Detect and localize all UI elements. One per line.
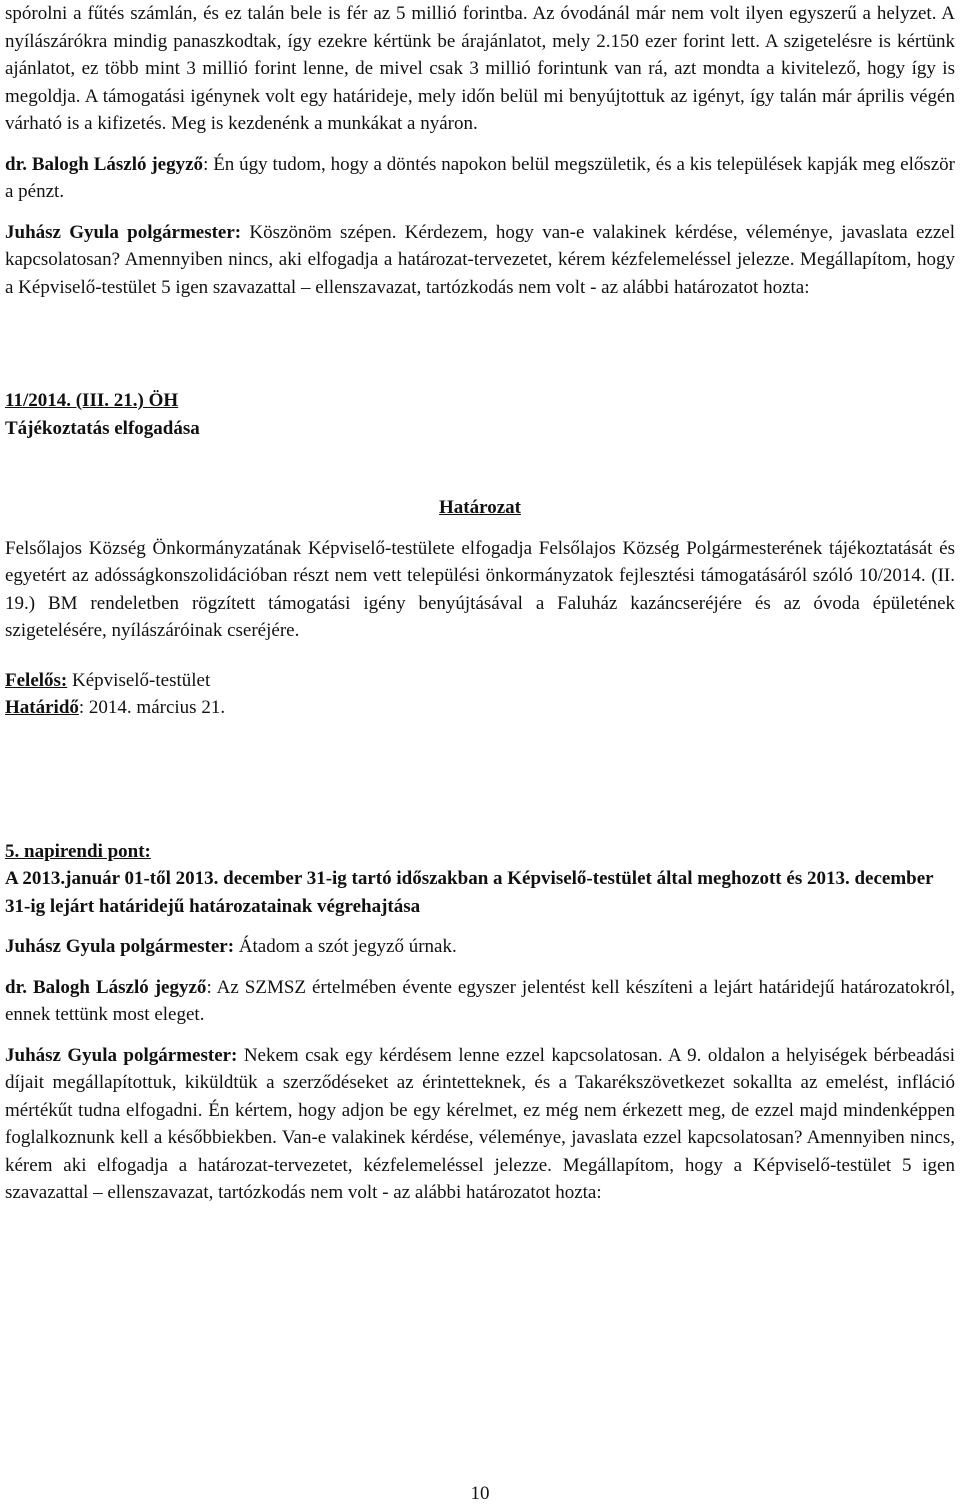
speaker-mayor: Juhász Gyula polgármester: [5, 1044, 238, 1066]
statement-text: Köszönöm szépen. Kérdezem, hogy van-e valakinek kérdése, véleménye, javaslata ezzel kapcsolatosan? Amennyiben nincs, aki elfogadja a határozat-tervezetet, kérem kézfelemeléssel jelezze. Megállapítom, hogy a Képviselő-testület 5 igen szavazattal – ellenszavazat, tartózkodás nem volt - az alábbi határozatot hozta: [5, 221, 955, 298]
resolution-number: 11/2014. (III. 21.) ÖH [5, 390, 179, 411]
speaker-notary: dr. Balogh László jegyző [5, 976, 207, 998]
speaker-mayor: Juhász Gyula polgármester: [5, 221, 242, 243]
speaker-mayor: Juhász Gyula polgármester: [5, 936, 235, 957]
mayor-statement-2 [5, 933, 955, 961]
notary-statement-1 [5, 151, 955, 206]
resolution-deadline: Határidő: 2014. március 21. [5, 697, 226, 718]
agenda-title: A 2013.január 01-től 2013. december 31-ig tartó időszakban a Képviselő-testület által meghozott és 2013. december 31-ig lejárt határidejű határozatainak végrehajtása [5, 868, 934, 917]
statement-text: Átadom a szót jegyző úrnak. [234, 936, 457, 957]
notary-statement-2 [5, 974, 955, 1029]
statement-text: Nekem csak egy kérdésem lenne ezzel kapcsolatosan. A 9. oldalon a helyiségek bérbeadási díjait megállapítottuk, kiküldtük a szerződéseket az érintetteknek, és a Takarékszövetkezet sokallta az emelést, infláció mértékűt tudna elfogadni. Én kértem, hogy adjon be egy kérelmet, ez még nem érkezett meg, de ezzel majd mindenképpen foglalkoznunk kell a későbbiekben. Van-e valakinek kérdése, véleménye, javaslata ezzel kapcsolatosan? Amennyiben nincs, kérem aki elfogadja a határozat-tervezetet, kézfelemeléssel jelezze. Megállapítom, hogy a Képviselő-testület 5 igen szavazattal – ellenszavazat, tartózkodás nem volt - az alábbi határozatot hozta: [5, 1044, 955, 1203]
speaker-notary: dr. Balogh László jegyző [5, 153, 204, 175]
statement-text: : Én úgy tudom, hogy a döntés napokon belül megszületik, és a kis települések kapják meg először a pénzt. [5, 153, 956, 202]
resolution-responsible: Felelős: Képviselő-testület [5, 669, 211, 691]
resolution-subject: Tájékoztatás elfogadása [5, 417, 200, 439]
mayor-statement-1 [5, 219, 955, 302]
statement-text: : Az SZMSZ értelmében évente egyszer jelentést kell készíteni a lejárt határidejű határozatokról, ennek tettünk most eleget. [5, 976, 955, 1025]
resolution-heading: Határozat [439, 497, 521, 518]
resolution-body: Felsőlajos Község Önkormányzatának Képviselő-testülete elfogadja Felsőlajos Község Polgármesterének tájékoztatását és egyetért az adósságkonszolidációban részt nem vett települési önkormányzatok fejlesztési támogatásáról szóló 10/2014. (II. 19.) BM rendeletben rögzített támogatási igény benyújtásával a Faluház kazáncseréjére és az óvoda épületének szigetelésére, nyílászáróinak cseréjére. [5, 537, 955, 641]
mayor-statement-3 [5, 1042, 955, 1207]
page-number: 10 [470, 1483, 490, 1504]
document-page [5, 0, 955, 1207]
intro-paragraph: spórolni a fűtés számlán, és ez talán bele is fér az 5 millió forintba. Az óvodánál már nem volt ilyen egyszerű a helyzet. A nyílászárókra mindig panaszkodtak, így ezekre kértünk be árajánlatot, mely 2.150 ezer forint lett. A szigetelésre is kértünk ajánlatot, ez több mint 3 millió forint lenne, de mivel csak 3 millió forintunk van rá, azt mondta a kivitelező, hogy így is megoldja. A támogatási igénynek volt egy határideje, mely időn belül mi benyújtottuk az igényt, így talán már április végén várható is a kifizetés. Meg is kezdenénk a munkákat a nyáron. [5, 3, 955, 134]
agenda-label: 5. napirendi pont: [5, 840, 151, 862]
